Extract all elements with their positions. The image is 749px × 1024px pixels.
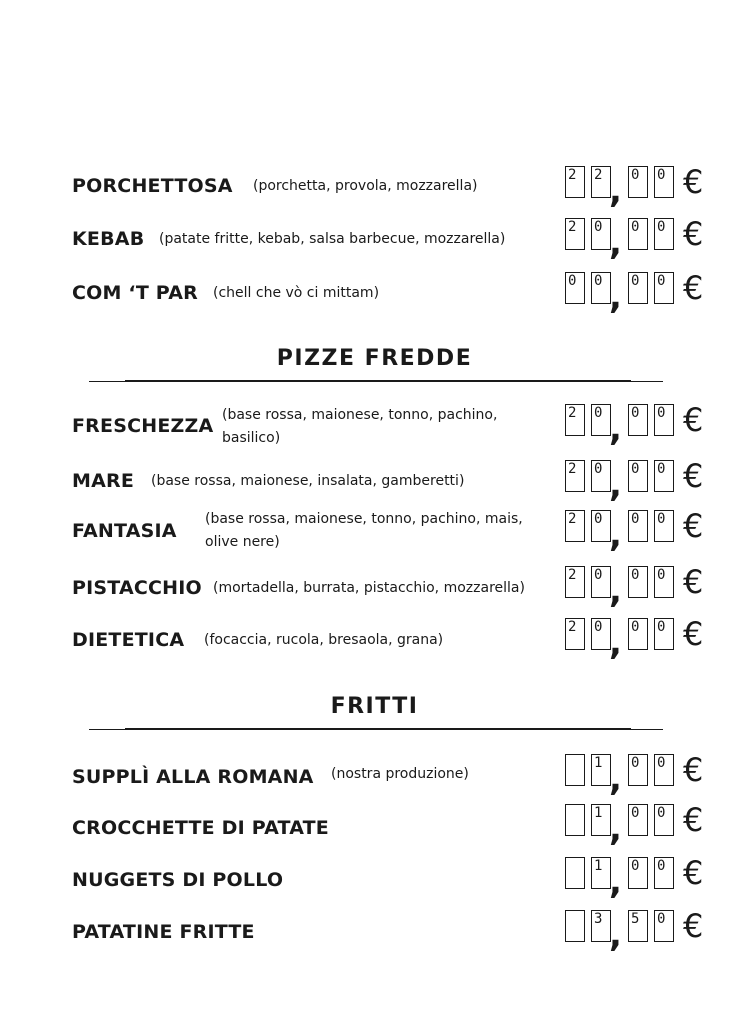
section-divider-accent (125, 380, 631, 382)
price-display (565, 801, 715, 849)
item-description: (base rossa, maionese, tonno, pachino, mais, olive nere) (205, 511, 523, 550)
section-title: PIZZE FREDDE (276, 346, 473, 371)
item-name: DIETETICA (72, 629, 185, 651)
price-digit: 0 (654, 910, 674, 942)
price-digit: 2 (565, 566, 585, 598)
price-digit: 0 (591, 404, 611, 436)
euro-symbol: € (683, 751, 704, 789)
price-comma: , (609, 809, 622, 849)
item-name: FANTASIA (72, 520, 177, 542)
item-description: (porchetta, provola, mozzarella) (253, 178, 478, 194)
price-digit: 2 (565, 510, 585, 542)
item-name: NUGGETS DI POLLO (72, 869, 284, 891)
price-display (565, 215, 715, 263)
price-digit: 0 (591, 510, 611, 542)
price-digit: 0 (654, 566, 674, 598)
price-digit: 2 (565, 166, 585, 198)
item-name: PATATINE FRITTE (72, 921, 255, 943)
item-description: (base rossa, maionese, tonno, pachino, basilico) (222, 407, 498, 446)
section-title: FRITTI (330, 694, 419, 719)
euro-symbol: € (683, 163, 704, 201)
item-description: (mortadella, burrata, pistacchio, mozzarella) (213, 580, 525, 596)
euro-symbol: € (683, 401, 704, 439)
euro-symbol: € (683, 457, 704, 495)
price-display (565, 457, 715, 505)
price-digit (565, 857, 585, 889)
price-digit: 0 (591, 272, 611, 304)
price-display (565, 563, 715, 611)
price-comma: , (609, 623, 622, 663)
price-digit: 0 (628, 510, 648, 542)
price-digit: 0 (565, 272, 585, 304)
price-digit: 1 (591, 857, 611, 889)
price-digit: 0 (628, 804, 648, 836)
price-display (565, 269, 715, 317)
price-display (565, 751, 715, 799)
price-digit: 0 (628, 618, 648, 650)
price-digit: 0 (591, 460, 611, 492)
price-digit: 0 (654, 857, 674, 889)
price-display (565, 854, 715, 902)
price-digit: 0 (654, 460, 674, 492)
price-digit: 0 (654, 510, 674, 542)
price-digit: 0 (628, 754, 648, 786)
price-comma: , (609, 915, 622, 955)
price-comma: , (609, 862, 622, 902)
price-digit (565, 910, 585, 942)
price-digit: 0 (654, 804, 674, 836)
price-digit: 0 (628, 218, 648, 250)
price-comma: , (609, 515, 622, 555)
price-digit: 5 (628, 910, 648, 942)
price-display (565, 615, 715, 663)
euro-symbol: € (683, 215, 704, 253)
item-description: (patate fritte, kebab, salsa barbecue, mozzarella) (159, 231, 506, 247)
price-display (565, 401, 715, 449)
price-comma: , (609, 277, 622, 317)
price-comma: , (609, 465, 622, 505)
euro-symbol: € (683, 854, 704, 892)
price-digit: 0 (591, 618, 611, 650)
item-name: PORCHETTOSA (72, 175, 233, 197)
item-name: SUPPLÌ ALLA ROMANA (72, 766, 314, 788)
euro-symbol: € (683, 563, 704, 601)
euro-symbol: € (683, 507, 704, 545)
price-digit: 0 (591, 566, 611, 598)
price-digit: 0 (654, 404, 674, 436)
price-display (565, 507, 715, 555)
price-digit: 0 (654, 754, 674, 786)
item-name: PISTACCHIO (72, 577, 202, 599)
item-name: CROCCHETTE DI PATATE (72, 817, 329, 839)
price-digit: 0 (654, 166, 674, 198)
price-digit: 2 (565, 404, 585, 436)
euro-symbol: € (683, 801, 704, 839)
price-digit: 0 (628, 460, 648, 492)
price-comma: , (609, 223, 622, 263)
item-description: (focaccia, rucola, bresaola, grana) (204, 632, 444, 648)
item-name: COM ‘T PAR (72, 282, 198, 304)
price-comma: , (609, 171, 622, 211)
price-comma: , (609, 571, 622, 611)
euro-symbol: € (683, 615, 704, 653)
price-comma: , (609, 409, 622, 449)
price-digit: 1 (591, 754, 611, 786)
price-digit: 0 (628, 166, 648, 198)
price-digit: 2 (565, 618, 585, 650)
euro-symbol: € (683, 907, 704, 945)
price-display (565, 163, 715, 211)
item-description: (chell che vò ci mittam) (213, 285, 380, 301)
item-name: FRESCHEZZA (72, 415, 214, 437)
price-digit: 3 (591, 910, 611, 942)
price-digit: 2 (565, 218, 585, 250)
euro-symbol: € (683, 269, 704, 307)
price-digit: 0 (591, 218, 611, 250)
price-digit: 0 (628, 566, 648, 598)
item-name: KEBAB (72, 228, 145, 250)
price-digit: 2 (565, 460, 585, 492)
price-digit: 0 (628, 404, 648, 436)
price-digit: 2 (591, 166, 611, 198)
price-digit (565, 804, 585, 836)
price-display (565, 907, 715, 955)
item-name: MARE (72, 470, 135, 492)
price-digit: 1 (591, 804, 611, 836)
price-digit (565, 754, 585, 786)
price-digit: 0 (654, 618, 674, 650)
section-divider-accent (125, 728, 631, 730)
price-digit: 0 (654, 218, 674, 250)
price-digit: 0 (628, 272, 648, 304)
price-digit: 0 (628, 857, 648, 889)
price-digit: 0 (654, 272, 674, 304)
item-description: (base rossa, maionese, insalata, gamberetti) (151, 473, 465, 489)
price-comma: , (609, 759, 622, 799)
item-description: (nostra produzione) (331, 766, 469, 782)
